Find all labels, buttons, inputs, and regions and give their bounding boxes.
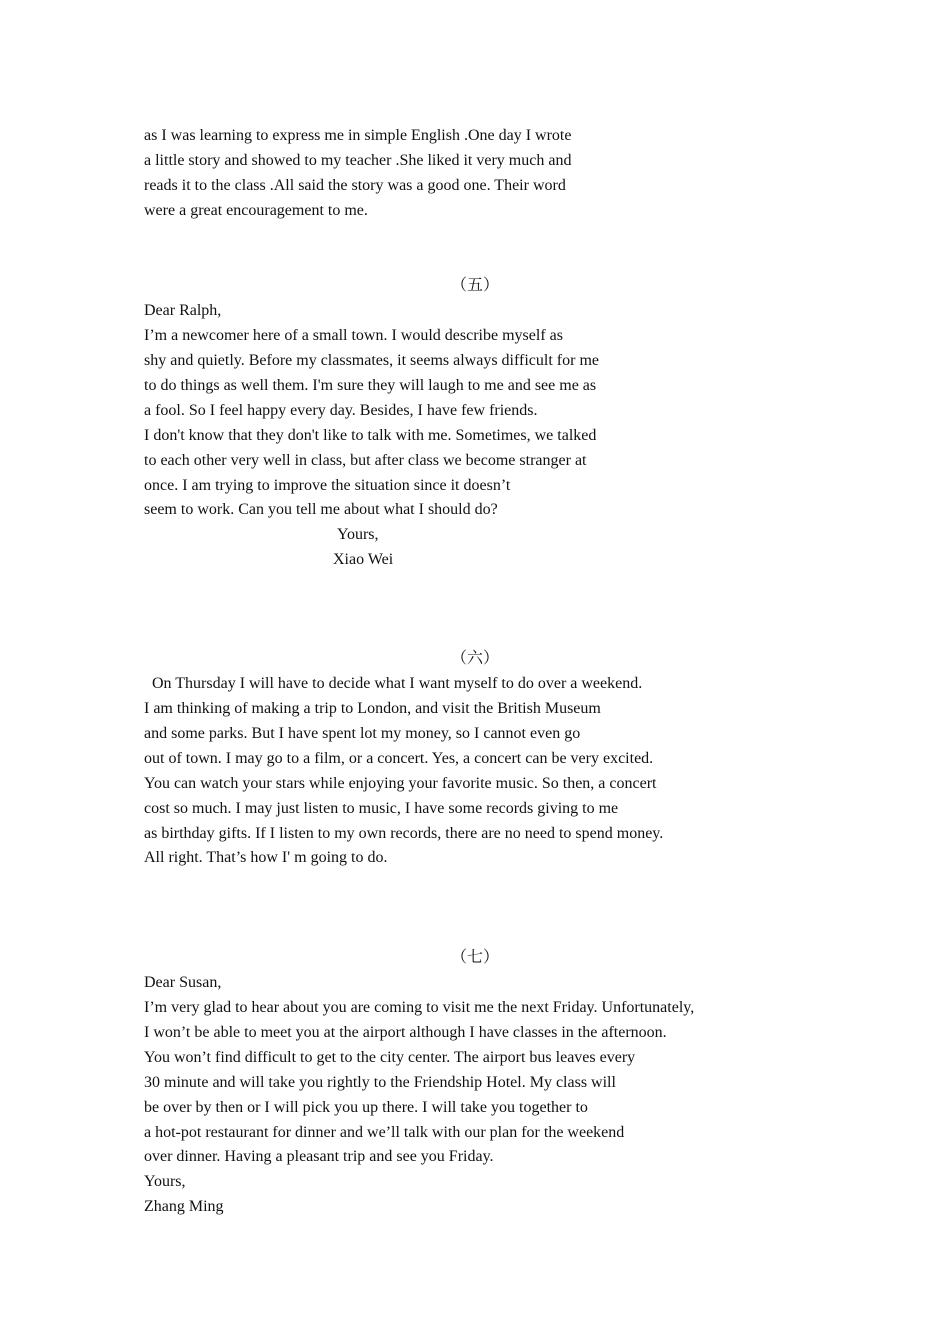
salutation: Dear Ralph, [144, 302, 222, 319]
text-line: as I was learning to express me in simple English .One day I wrote [144, 127, 572, 144]
signature: Xiao Wei [333, 551, 394, 568]
text-line: were a great encouragement to me. [144, 202, 368, 219]
text-line: You can watch your stars while enjoying your favorite music. So then, a concert [144, 775, 657, 792]
text-line: a fool. So I feel happy every day. Besides, I have few friends. [144, 402, 538, 419]
text-line: I won’t be able to meet you at the airport although I have classes in the afternoon. [144, 1024, 667, 1041]
text-line: over dinner. Having a pleasant trip and see you Friday. [144, 1148, 494, 1165]
text-line: out of town. I may go to a film, or a concert. Yes, a concert can be very excited. [144, 750, 654, 767]
text-line: I’m a newcomer here of a small town. I would describe myself as [144, 327, 563, 344]
text-line: as birthday gifts. If I listen to my own records, there are no need to spend money. [144, 825, 664, 842]
closing: Yours, [337, 526, 379, 543]
text-line: cost so much. I may just listen to music, I have some records giving to me [144, 800, 619, 817]
closing: Yours, [144, 1173, 186, 1190]
text-line: shy and quietly. Before my classmates, it seems always difficult for me [144, 352, 599, 369]
text-line: once. I am trying to improve the situation since it doesn’t [144, 477, 511, 494]
text-line: reads it to the class .All said the story was a good one. Their word [144, 177, 566, 194]
text-line: a hot-pot restaurant for dinner and we’ll talk with our plan for the weekend [144, 1124, 625, 1141]
text-line: I am thinking of making a trip to London, and visit the British Museum [144, 700, 601, 717]
text-line: be over by then or I will pick you up there. I will take you together to [144, 1099, 588, 1116]
text-line: a little story and showed to my teacher .She liked it very much and [144, 152, 572, 169]
section-heading: （七） [450, 949, 499, 966]
salutation: Dear Susan, [144, 974, 222, 991]
section-heading: （五） [450, 277, 499, 294]
section-heading: （六） [450, 650, 499, 667]
text-line: On Thursday I will have to decide what I want myself to do over a weekend. [144, 675, 643, 692]
text-line: seem to work. Can you tell me about what I should do? [144, 501, 498, 518]
text-line: I’m very glad to hear about you are coming to visit me the next Friday. Unfortunately, [144, 999, 695, 1016]
text-line: to do things as well them. I'm sure they will laugh to me and see me as [144, 377, 597, 394]
text-line: and some parks. But I have spent lot my money, so I cannot even go [144, 725, 581, 742]
text-line: All right. That’s how I' m going to do. [144, 849, 388, 866]
text-line: to each other very well in class, but after class we become stranger at [144, 452, 587, 469]
text-line: 30 minute and will take you rightly to the Friendship Hotel. My class will [144, 1074, 616, 1091]
signature: Zhang Ming [144, 1198, 224, 1215]
text-line: You won’t find difficult to get to the city center. The airport bus leaves every [144, 1049, 636, 1066]
text-line: I don't know that they don't like to talk with me. Sometimes, we talked [144, 427, 597, 444]
